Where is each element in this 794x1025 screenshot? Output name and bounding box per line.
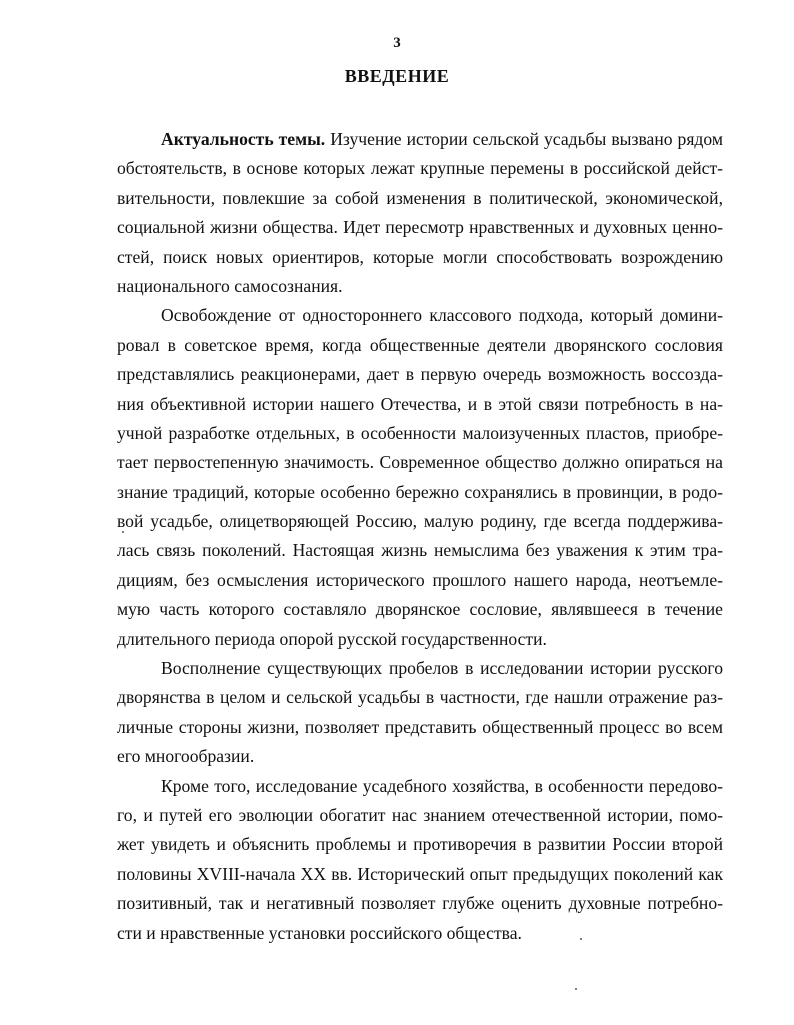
paragraph-line: лась связь поколений. Настоящая жизнь немыслима без уважения к этим тра-	[117, 540, 723, 561]
paragraph-line: его многообразии.	[117, 746, 255, 767]
paragraph-liberation	[117, 301, 723, 654]
paragraph-gaps	[117, 654, 723, 772]
paragraph-line: дициям, без осмысления исторического прошлого нашего народа, неотъемле-	[117, 569, 723, 590]
paragraph-line: Восполнение существующих пробелов в исследовании истории русского	[161, 658, 723, 679]
section-title: ВВЕДЕНИЕ	[344, 66, 450, 86]
paragraph-line: социальной жизни общества. Идет пересмотр нравственных и духовных ценно-	[117, 217, 723, 238]
paragraph-line: позитивный, так и негативный позволяет глубже оценить духовные потребно-	[117, 893, 723, 914]
paragraph-line: длительного периода опорой русской государственности.	[117, 628, 547, 649]
paragraph-line: мую часть которого составляло дворянское сословие, являвшееся в течение	[117, 599, 723, 620]
paragraph-line	[117, 125, 723, 154]
paragraph-line: дворянства в целом и сельской усадьбы в частности, где нашли отражение раз-	[117, 687, 723, 708]
paragraph-estate-economy	[117, 772, 723, 948]
scan-speck	[575, 988, 577, 990]
paragraph-line: Кроме того, исследование усадебного хозяйства, в особенности передово-	[161, 775, 723, 796]
paragraph-line-text: Изучение истории сельской усадьбы вызвано рядом	[325, 129, 723, 149]
paragraph-line: знание традиций, которые особенно бережно сохранялись в провинции, в родо-	[117, 481, 723, 502]
paragraph-line: сти и нравственные установки российского общества.	[117, 922, 522, 943]
paragraph-line: вой усадьбе, олицетворяющей Россию, малую родину, где всегда поддержива-	[117, 511, 723, 532]
paragraph-line: го, и путей его эволюции обогатит нас знанием отечественной истории, помо-	[117, 804, 723, 825]
paragraph-line: ровал в советское время, когда общественные деятели дворянского сословия	[117, 334, 723, 355]
paragraph-line: половины XVIII-начала XX вв. Исторический опыт предыдущих поколений как	[117, 863, 723, 884]
paragraph-relevance	[117, 125, 723, 301]
paragraph-lead: Актуальность темы.	[161, 129, 326, 149]
paragraph-line: личные стороны жизни, позволяет представить общественный процесс во всем	[117, 716, 723, 737]
scan-speck	[122, 531, 124, 533]
paragraph-line: национального самосознания.	[117, 275, 343, 296]
body-text	[117, 125, 723, 948]
scan-speck	[580, 938, 582, 940]
paragraph-line: стей, поиск новых ориентиров, которые могли способствовать возрождению	[117, 246, 723, 267]
paragraph-line: жет увидеть и объяснить проблемы и противоречия в развитии России второй	[117, 834, 723, 855]
paragraph-line: ния объективной истории нашего Отечества, и в этой связи потребность в на-	[117, 393, 723, 414]
page-number: 3	[393, 35, 401, 51]
paragraph-line: вительности, повлекшие за собой изменения в политической, экономической,	[117, 187, 723, 208]
paragraph-line: Освобождение от одностороннего классового подхода, который домини-	[161, 305, 723, 326]
paragraph-line: обстоятельств, в основе которых лежат крупные перемены в российской дейст-	[117, 158, 723, 179]
paragraph-line: учной разработке отдельных, в особенности малоизученных пластов, приобре-	[117, 422, 723, 443]
paragraph-line: тает первостепенную значимость. Современное общество должно опираться на	[117, 452, 723, 473]
paragraph-line: представлялись реакционерами, дает в первую очередь возможность воссозда-	[117, 364, 723, 385]
